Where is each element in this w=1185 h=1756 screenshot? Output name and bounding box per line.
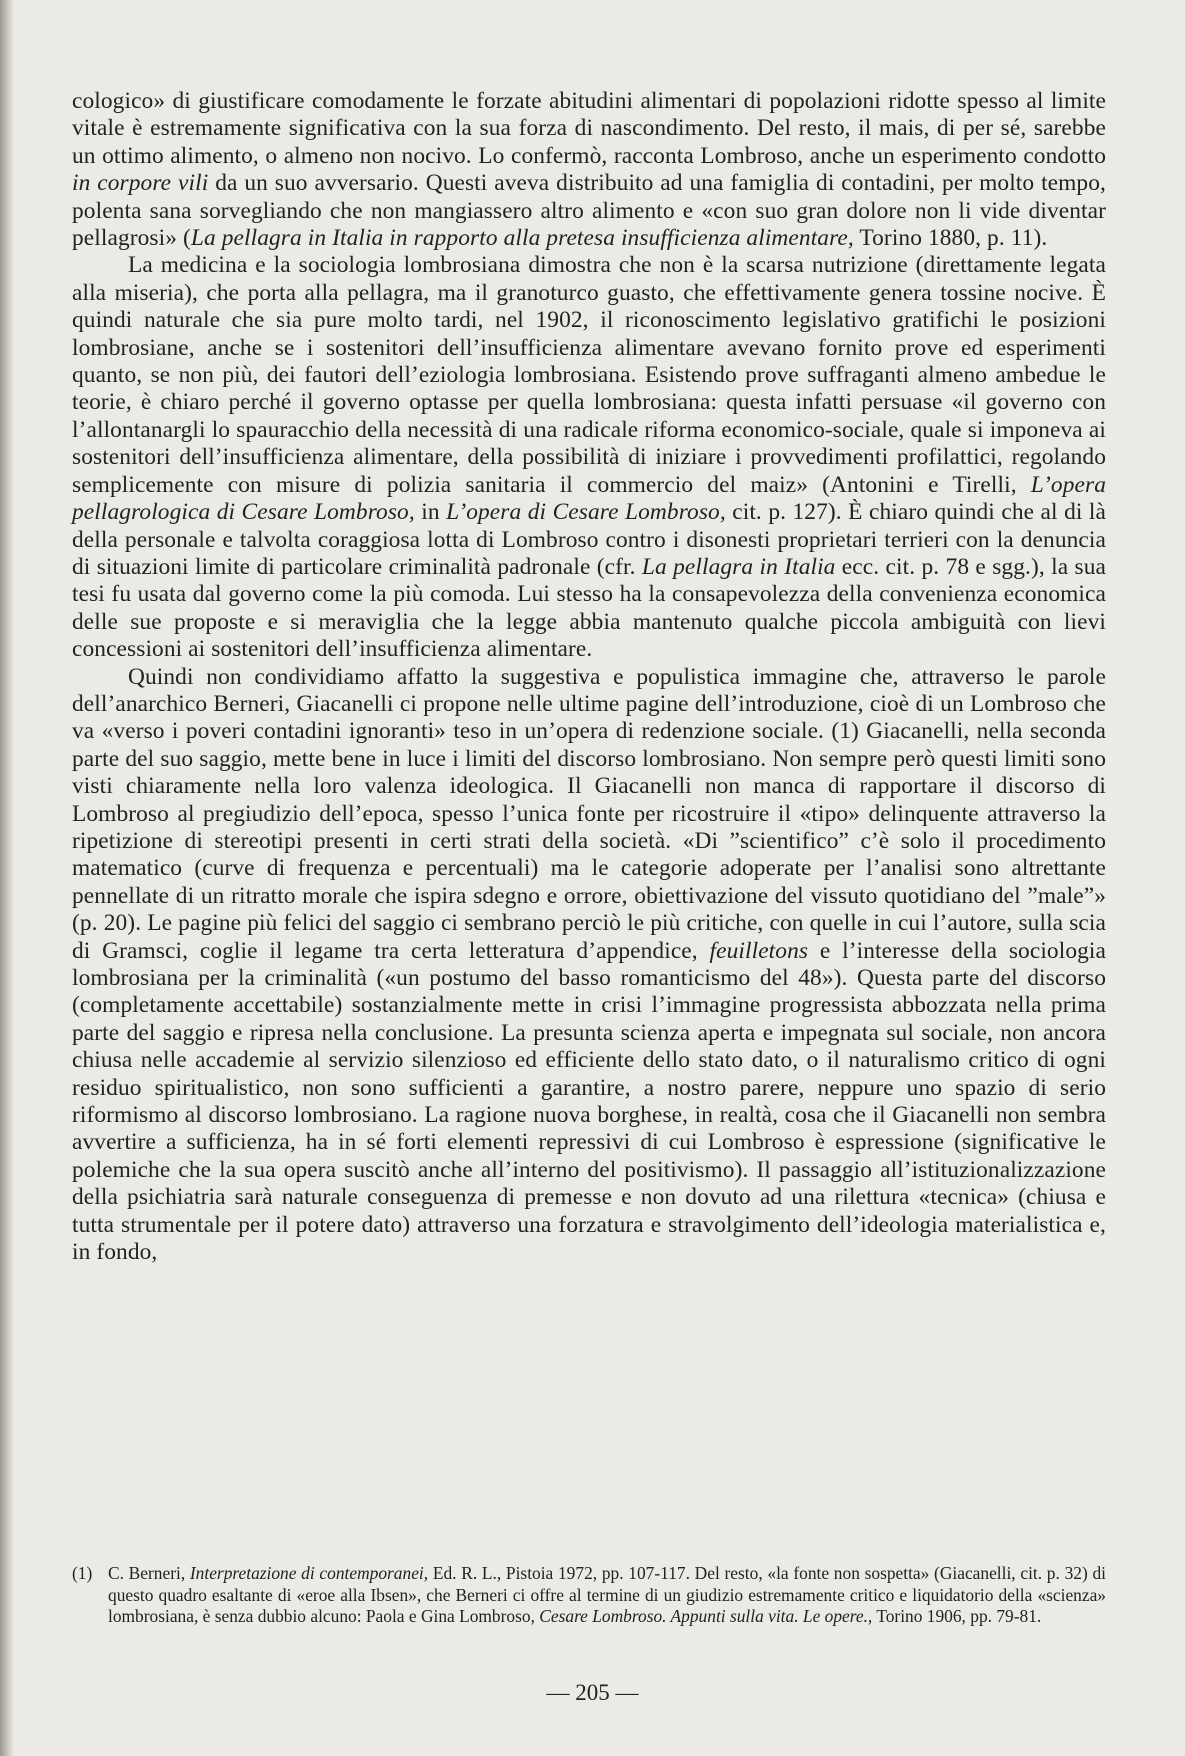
italic-run: La pellagra in Italia	[641, 553, 836, 580]
text-run: Ed. R. L., Pistoia 1972, pp. 107-117. Del resto, «la fonte non sospetta» (Giacanelli, cit. p. 32) di questo quadro esaltante di «eroe alla Ibsen», che Berneri ci offre al termine di un giudizio estremamente critico e liquidatorio della «scienza» lombrosiana, è senza dubbio alcuno: Paola e Gina Lombroso,	[108, 1563, 1107, 1626]
footnote-mark: (1)	[72, 1563, 93, 1583]
italic-run: La pellagra in Italia in rapporto alla pretesa insufficienza alimentare,	[190, 225, 854, 252]
text-run: La medicina e la sociologia lombrosiana dimostra che non è la scarsa nutrizione (direttamente legata alla miseria), che porta alla pellagra, ma il granoturco guasto, che effettivamente genera tossine nocive. È quindi naturale che sia pure molto tardi, nel 1902, il riconoscimento legislativo gratifichi le posizioni lombrosiane, anche se i sostenitori dell’insufficienza alimentare avevano fornito prove ed esperimenti quanto, se non più, dei fautori dell’eziologia lombrosiana. Esistendo prove suffraganti almeno ambedue le teorie, è chiaro perché il governo optasse per quella lombrosiana: questa infatti persuase «il governo con l’allontanargli lo spauracchio della necessità di una radicale riforma economico-sociale, quale si imponeva ai sostenitori dell’insufficienza alimentare, della possibilità di iniziare i provvedimenti profilattici, regolando semplicemente con misure di polizia sanitaria il commercio del maiz» (Antonini e Tirelli,	[72, 252, 1106, 498]
paragraph-1	[72, 88, 1106, 252]
text-run: ecc. cit. p. 78 e sgg.), la sua tesi fu usata dal governo come la più comoda. Lui stesso ha la consapevolezza della convenienza economica delle sue proposte e si meraviglia che la legge abbia mantenuto qualche piccola ambiguità con lievi concessioni ai sostenitori dell’insufficienza alimentare.	[72, 553, 1106, 663]
page-number: — 205 —	[546, 1680, 639, 1705]
text-run: cit. p. 127). È chiaro quindi che al di là della personale e talvolta coraggiosa lotta di Lombroso contro i disonesti proprietari terrieri con la denuncia di situazioni limite di particolare criminalità padronale (cfr.	[72, 499, 1107, 580]
page-binding-shadow	[0, 0, 14, 1756]
italic-run: Cesare Lombroso. Appunti sulla vita. Le opere.,	[539, 1606, 873, 1626]
text-run: C. Berneri,	[108, 1563, 190, 1583]
text-run: da un suo avversario. Questi aveva distribuito ad una famiglia di contadini, per molto tempo, polenta sana sorvegliando che non mangiassero altro alimento e «con suo gran dolore non li vide diventar pellagrosi» (	[72, 170, 1106, 252]
page-body	[72, 88, 1106, 1266]
italic-run: Interpretazione di contemporanei,	[189, 1563, 429, 1583]
text-run: e l’interesse della sociologia lombrosiana per la criminalità («un postumo del basso romanticismo del 48»). Questa parte del discorso (completamente accettabile) sostanzialmente mette in crisi l’immagine progressista abbozzata nella prima parte del saggio e ripresa nella conclusione. La presunta scienza aperta e impegnata sul sociale, non ancora chiusa nelle accademie al servizio silenzioso ed efficiente dello stato dato, o il naturalismo critico di ogni residuo spiritualistico, non sono sufficienti a garantire, a nostro parere, neppure uno spazio di serio riformismo al discorso lombrosiano. La ragione nuova borghese, in realtà, cosa che il Giacanelli non sembra avvertire a sufficienza, ha in sé forti elementi repressivi di cui Lombroso è espressione (significative le polemiche che la sua opera suscitò anche all’interno del positivismo). Il passaggio all’istituzionalizzazione della psichiatria sarà naturale conseguenza di premesse e non dovuto ad una rilettura «tecnica» (chiusa e tutta strumentale per il potere dato) attraverso una forzatura e stravolgimento dell’ideologia materialistica e, in fondo,	[72, 937, 1106, 1266]
text-run: cologico» di giustificare comodamente le forzate abitudini alimentari di popolazioni ridotte spesso al limite vitale è estremamente significativa con la sua forza di nascondimento. Del resto, il mais, di per sé, sarebbe un ottimo alimento, o almeno non nocivo. Lo confermò, racconta Lombroso, anche un esperimento condotto	[72, 88, 1106, 169]
italic-run: feuilletons	[709, 937, 809, 964]
paragraph-2	[72, 252, 1106, 663]
body-text	[72, 88, 1106, 1266]
text-run: in	[414, 499, 447, 526]
footnote	[72, 1563, 1106, 1628]
footnote-text	[108, 1563, 1106, 1628]
text-run: Quindi non condividiamo affatto la suggestiva e populistica immagine che, attraverso le parole dell’anarchico Berneri, Giacanelli ci propone nelle ultime pagine dell’introduzione, cioè di un Lombroso che va «verso i poveri contadini ignoranti» teso in un’opera di redenzione sociale. (1) Giacanelli, nella seconda parte del suo saggio, mette bene in luce i limiti del discorso lombrosiano. Non sempre però questi limiti sono visti chiaramente nella loro valenza ideologica. Il Giacanelli non manca di rapportare il discorso di Lombroso al pregiudizio dell’epoca, spesso l’unica fonte per ricostruire il «tipo» delinquente attraverso la ripetizione di stereotipi presenti in certi strati della società. «Di ”scientifico” c’è solo il procedimento matematico (curve di frequenza e percentuali) ma le categorie adoperate per l’analisi sono altrettante pennellate di un ritratto morale che ispira sdegno e orrore, obiettivazione del vissuto quotidiano del ”male”» (p. 20). Le pagine più felici del saggio ci sembrano perciò le più critiche, con quelle in cui l’autore, sulla scia di Gramsci, coglie il legame tra certa letteratura d’appendice,	[72, 663, 1106, 964]
text-run: Torino 1880, p. 11).	[853, 225, 1048, 252]
italic-run: L’opera pellagrologica di Cesare Lombroso,	[72, 471, 1106, 526]
paragraph-3	[72, 664, 1106, 1267]
italic-run: in corpore vili	[72, 170, 209, 197]
italic-run: L’opera di Cesare Lombroso,	[446, 499, 726, 526]
text-run: Torino 1906, pp. 79-81.	[872, 1606, 1042, 1626]
